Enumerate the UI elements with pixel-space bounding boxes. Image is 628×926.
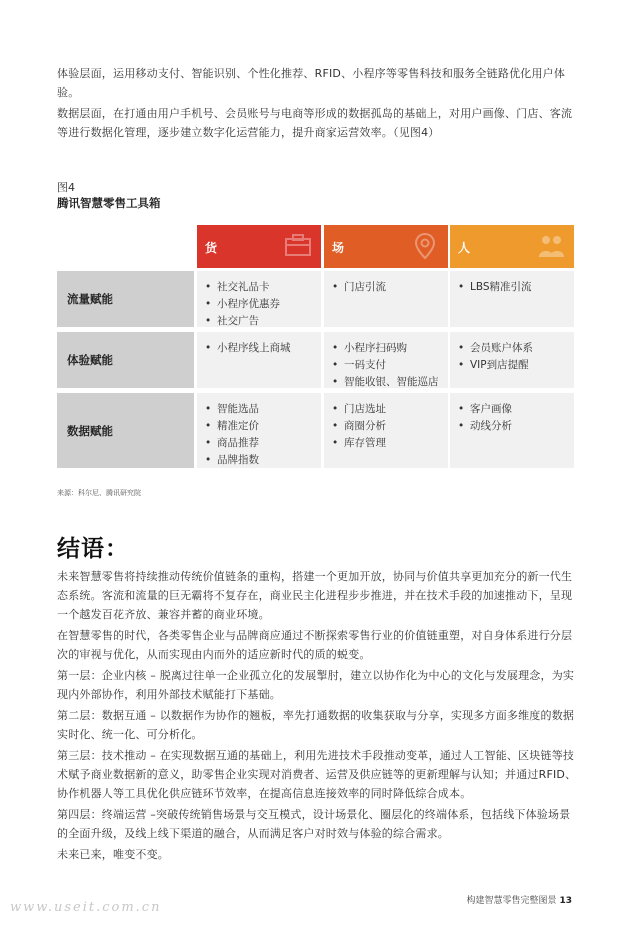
figure-title: 腾讯智慧零售工具箱 xyxy=(57,196,161,210)
list-item: • 小程序线上商城 xyxy=(205,340,315,357)
column-header-label: 货 xyxy=(205,241,218,255)
conclusion-paragraph: 在智慧零售的时代，各类零售企业与品牌商应通过不断探索零售行业的价值链重塑，对自身体系进行分层次的审视与优化，从而实现由内而外的适应新时代的质的蜕变。 xyxy=(57,629,573,661)
list-item: • 一码支付 xyxy=(332,357,442,374)
list-item: • 品牌指数 xyxy=(205,452,315,469)
list-item: • 小程序优惠券 xyxy=(205,296,315,313)
cell-data-people xyxy=(450,393,574,468)
list-item: • 小程序扫码购 xyxy=(332,340,442,357)
cell-data-venue xyxy=(324,393,448,468)
row-label-traffic: 流量赋能 xyxy=(57,271,194,327)
intro-paragraph-experience: 体验层面，运用移动支付、智能识别、个性化推荐、RFID、小程序等零售科技和服务全链路优化用户体验。 xyxy=(57,67,566,99)
row-label-experience: 体验赋能 xyxy=(57,332,194,388)
list-item: • 门店选址 xyxy=(332,401,442,418)
people-icon xyxy=(536,231,566,261)
conclusion-paragraph: 未来已来，唯变不变。 xyxy=(57,848,169,861)
list-item: • 智能收银、智能巡店 xyxy=(332,374,442,391)
footer-title: 构建智慧零售完整图景 xyxy=(466,896,557,906)
conclusion-paragraph: 第四层：终端运营 –突破传统销售场景与交互模式，设计场景化、圈层化的终端体系，包括线下体验场景的全面升级，及线上线下渠道的融合，从而满足客户对时效与体验的综合需求。 xyxy=(57,808,571,840)
cell-experience-goods xyxy=(197,332,321,388)
figure-label: 图4 xyxy=(57,181,75,194)
list-item: • 智能选品 xyxy=(205,401,315,418)
row-label-data: 数据赋能 xyxy=(57,393,194,468)
column-header-label: 场 xyxy=(332,241,345,255)
conclusion-paragraph: 第一层：企业内核 – 脱离过往单一企业孤立化的发展掣肘，建立以协作化为中心的文化与发展理念，为实现内外部协作，利用外部技术赋能打下基础。 xyxy=(57,669,575,701)
list-item: • 社交广告 xyxy=(205,313,315,330)
cell-data-goods xyxy=(197,393,321,468)
conclusion-paragraph: 第二层：数据互通 – 以数据作为协作的翘板，率先打通数据的收集获取与分享，实现多方面多维度的数据实时化、统一化、可分析化。 xyxy=(57,709,575,741)
list-item: • 库存管理 xyxy=(332,435,442,452)
page-footer xyxy=(466,893,572,906)
conclusion-paragraph: 未来智慧零售将持续推动传统价值链条的重构，搭建一个更加开放，协同与价值共享更加充分的新一代生态系统。客流和流量的巨无霸将不复存在，商业民主化进程步步推进，并在技术手段的加速推动下，呈现一个越发百花齐放、兼容并蓄的商业环境。 xyxy=(57,570,573,621)
conclusion-heading: 结语： xyxy=(57,536,129,562)
list-item: • 社交礼品卡 xyxy=(205,279,315,296)
list-item: • LBS精准引流 xyxy=(458,279,568,296)
watermark: www.useit.com.cn xyxy=(10,900,162,915)
figure-source: 来源：科尔尼、腾讯研究院 xyxy=(57,489,141,497)
column-header-goods xyxy=(197,225,321,268)
column-header-people xyxy=(450,225,574,268)
column-header-venue xyxy=(324,225,448,268)
cell-traffic-goods xyxy=(197,271,321,327)
list-item: • 客户画像 xyxy=(458,401,568,418)
list-item: • 门店引流 xyxy=(332,279,442,296)
list-item: • VIP到店提醒 xyxy=(458,357,568,374)
page-number: 13 xyxy=(559,896,572,906)
cell-experience-people xyxy=(450,332,574,388)
list-item: • 动线分析 xyxy=(458,418,568,435)
column-header-label: 人 xyxy=(458,241,471,255)
list-item: • 精准定价 xyxy=(205,418,315,435)
list-item: • 会员账户体系 xyxy=(458,340,568,357)
conclusion-paragraph: 第三层：技术推动 – 在实现数据互通的基础上，利用先进技术手段推动变革，通过人工智能、区块链等技术赋予商业数据新的意义，助零售企业实现对消费者、运营及供应链等的更新理解与认知；并通过RFID、协作机器人等工具优化供应链环节效率，在提高信息连接效率的同时降低综合成本。 xyxy=(57,749,577,800)
cell-experience-venue xyxy=(324,332,448,388)
list-item: • 商圈分析 xyxy=(332,418,442,435)
cell-traffic-venue xyxy=(324,271,448,327)
list-item: • 商品推荐 xyxy=(205,435,315,452)
goods-icon xyxy=(283,231,313,261)
toolbox-table xyxy=(57,225,574,468)
intro-paragraph-data: 数据层面，在打通由用户手机号、会员账号与电商等形成的数据孤岛的基础上，对用户画像、门店、客流等进行数据化管理，逐步建立数字化运营能力，提升商家运营效率。（见图4） xyxy=(57,107,573,139)
cell-traffic-people xyxy=(450,271,574,327)
location-pin-icon xyxy=(410,231,440,261)
